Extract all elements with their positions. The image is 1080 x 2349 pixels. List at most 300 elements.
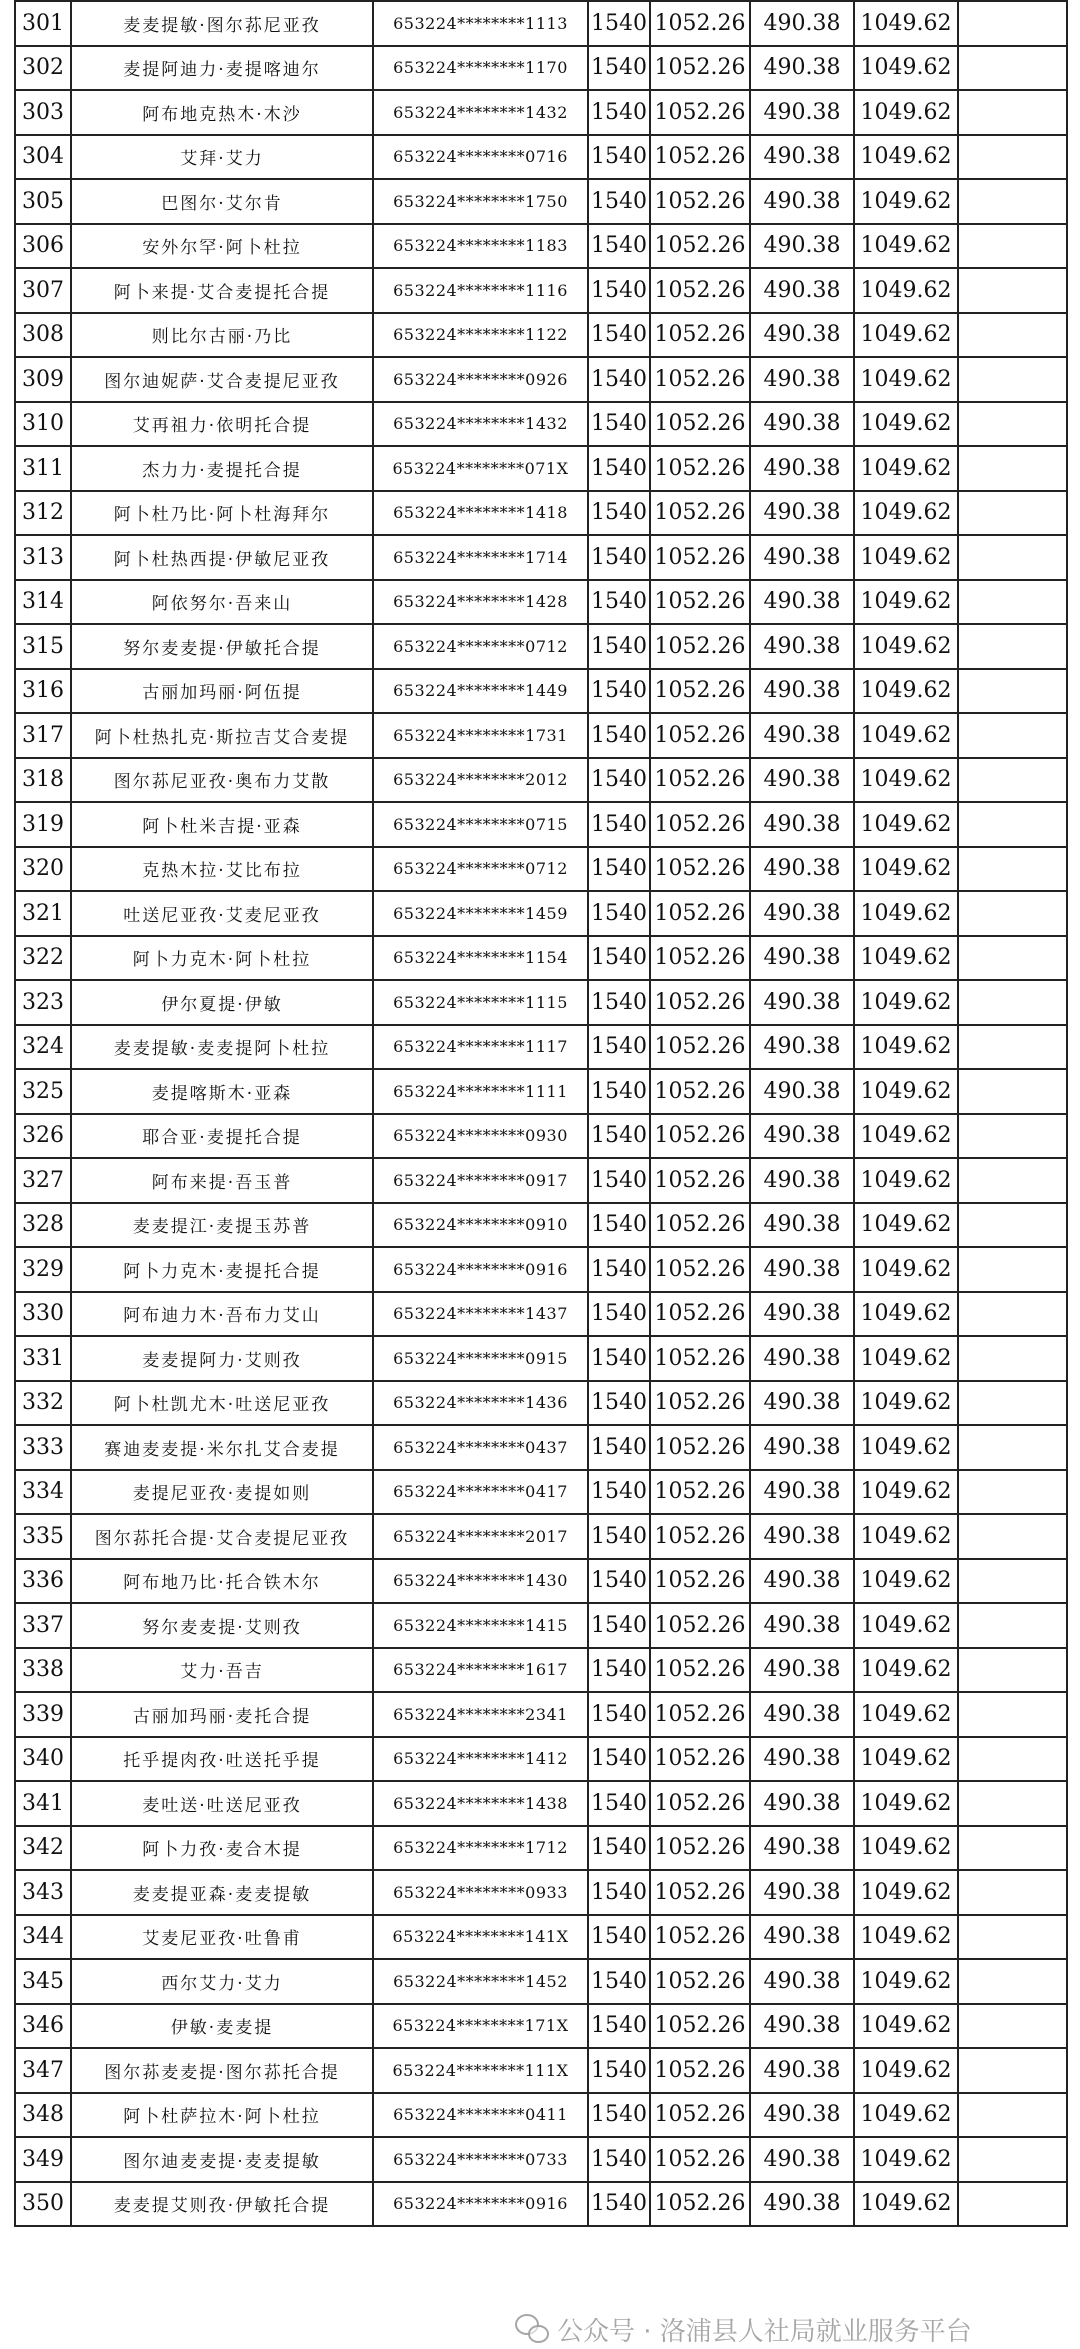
amount-cell: 1052.26: [650, 847, 750, 892]
empty-cell: [958, 535, 1067, 580]
table-row: [15, 1870, 1067, 1915]
table-row: [15, 1559, 1067, 1604]
id-number-cell: 653224********1154: [373, 936, 588, 981]
row-number-cell: 313: [15, 535, 71, 580]
table-row: [15, 1648, 1067, 1693]
row-number-cell: 311: [15, 446, 71, 491]
amount-cell: 1540: [588, 46, 650, 91]
amount-cell: 1540: [588, 179, 650, 224]
name-cell: 艾麦尼亚孜·吐鲁甫: [71, 1915, 373, 1960]
amount-cell: 490.38: [750, 1114, 854, 1159]
row-number-cell: 349: [15, 2137, 71, 2182]
amount-cell: 1540: [588, 90, 650, 135]
name-cell: 阿卜杜乃比·阿卜杜海拜尔: [71, 491, 373, 536]
amount-cell: 1049.62: [854, 1247, 958, 1292]
table-row: [15, 1514, 1067, 1559]
amount-cell: 1540: [588, 1603, 650, 1648]
amount-cell: 490.38: [750, 313, 854, 358]
name-cell: 阿卜力克木·阿卜杜拉: [71, 936, 373, 981]
empty-cell: [958, 1470, 1067, 1515]
id-number-cell: 653224********2017: [373, 1514, 588, 1559]
amount-cell: 490.38: [750, 1425, 854, 1470]
id-number-cell: 653224********0910: [373, 1203, 588, 1248]
row-number-cell: 301: [15, 1, 71, 46]
table-row: [15, 1025, 1067, 1070]
amount-cell: 1049.62: [854, 2093, 958, 2138]
id-number-cell: 653224********1436: [373, 1381, 588, 1426]
name-cell: 安外尔罕·阿卜杜拉: [71, 224, 373, 269]
amount-cell: 1049.62: [854, 357, 958, 402]
amount-cell: 1049.62: [854, 2182, 958, 2227]
row-number-cell: 307: [15, 268, 71, 313]
amount-cell: 490.38: [750, 758, 854, 803]
row-number-cell: 340: [15, 1737, 71, 1782]
table-row: [15, 135, 1067, 180]
row-number-cell: 309: [15, 357, 71, 402]
amount-cell: 1052.26: [650, 2048, 750, 2093]
amount-cell: 1049.62: [854, 46, 958, 91]
id-number-cell: 653224********1714: [373, 535, 588, 580]
row-number-cell: 335: [15, 1514, 71, 1559]
amount-cell: 490.38: [750, 446, 854, 491]
amount-cell: 1540: [588, 980, 650, 1025]
id-number-cell: 653224********0933: [373, 1870, 588, 1915]
empty-cell: [958, 1336, 1067, 1381]
name-cell: 阿卜杜凯尤木·吐送尼亚孜: [71, 1381, 373, 1426]
table-row: [15, 2004, 1067, 2049]
empty-cell: [958, 669, 1067, 714]
amount-cell: 490.38: [750, 1203, 854, 1248]
row-number-cell: 318: [15, 758, 71, 803]
amount-cell: 1052.26: [650, 758, 750, 803]
empty-cell: [958, 891, 1067, 936]
table-row: [15, 847, 1067, 892]
empty-cell: [958, 135, 1067, 180]
table-row: [15, 1470, 1067, 1515]
amount-cell: 1052.26: [650, 936, 750, 981]
row-number-cell: 327: [15, 1158, 71, 1203]
amount-cell: 1052.26: [650, 802, 750, 847]
watermark-text: 公众号 · 洛浦县人社局就业服务平台: [557, 2316, 972, 2347]
row-number-cell: 350: [15, 2182, 71, 2227]
amount-cell: 1540: [588, 1514, 650, 1559]
amount-cell: 1049.62: [854, 1158, 958, 1203]
amount-cell: 1540: [588, 1559, 650, 1604]
amount-cell: 1540: [588, 1381, 650, 1426]
amount-cell: 1540: [588, 135, 650, 180]
table-row: [15, 1247, 1067, 1292]
empty-cell: [958, 1114, 1067, 1159]
amount-cell: 1049.62: [854, 580, 958, 625]
empty-cell: [958, 402, 1067, 447]
amount-cell: 1052.26: [650, 357, 750, 402]
amount-cell: 1540: [588, 224, 650, 269]
name-cell: 吐送尼亚孜·艾麦尼亚孜: [71, 891, 373, 936]
id-number-cell: 653224********2012: [373, 758, 588, 803]
amount-cell: 1052.26: [650, 1069, 750, 1114]
table-row: [15, 1292, 1067, 1337]
amount-cell: 1049.62: [854, 1915, 958, 1960]
row-number-cell: 321: [15, 891, 71, 936]
amount-cell: 1049.62: [854, 446, 958, 491]
id-number-cell: 653224********0930: [373, 1114, 588, 1159]
empty-cell: [958, 2004, 1067, 2049]
wechat-icon: [515, 2314, 549, 2344]
id-number-cell: 653224********1170: [373, 46, 588, 91]
empty-cell: [958, 1425, 1067, 1470]
amount-cell: 1049.62: [854, 2004, 958, 2049]
id-number-cell: 653224********0917: [373, 1158, 588, 1203]
amount-cell: 1052.26: [650, 491, 750, 536]
amount-cell: 1052.26: [650, 1603, 750, 1648]
amount-cell: 490.38: [750, 2093, 854, 2138]
amount-cell: 490.38: [750, 357, 854, 402]
empty-cell: [958, 2137, 1067, 2182]
amount-cell: 1049.62: [854, 90, 958, 135]
row-number-cell: 344: [15, 1915, 71, 1960]
amount-cell: 490.38: [750, 1737, 854, 1782]
amount-cell: 1540: [588, 535, 650, 580]
name-cell: 阿依努尔·吾来山: [71, 580, 373, 625]
table-row: [15, 669, 1067, 714]
amount-cell: 1540: [588, 1915, 650, 1960]
name-cell: 麦吐送·吐送尼亚孜: [71, 1781, 373, 1826]
row-number-cell: 333: [15, 1425, 71, 1470]
amount-cell: 1540: [588, 713, 650, 758]
amount-cell: 1052.26: [650, 2093, 750, 2138]
empty-cell: [958, 847, 1067, 892]
empty-cell: [958, 2182, 1067, 2227]
name-cell: 图尔迪妮萨·艾合麦提尼亚孜: [71, 357, 373, 402]
id-number-cell: 653224********1115: [373, 980, 588, 1025]
amount-cell: 1052.26: [650, 535, 750, 580]
amount-cell: 1052.26: [650, 1203, 750, 1248]
amount-cell: 490.38: [750, 1292, 854, 1337]
name-cell: 托乎提肉孜·吐送托乎提: [71, 1737, 373, 1782]
amount-cell: 1052.26: [650, 1648, 750, 1693]
table-row: [15, 491, 1067, 536]
amount-cell: 1052.26: [650, 1692, 750, 1737]
name-cell: 艾力·吾吉: [71, 1648, 373, 1693]
id-number-cell: 653224********0437: [373, 1425, 588, 1470]
amount-cell: 1049.62: [854, 1470, 958, 1515]
id-number-cell: 653224********0712: [373, 847, 588, 892]
amount-cell: 1049.62: [854, 2048, 958, 2093]
id-number-cell: 653224********0715: [373, 802, 588, 847]
id-number-cell: 653224********1117: [373, 1025, 588, 1070]
name-cell: 西尔艾力·艾力: [71, 1959, 373, 2004]
row-number-cell: 348: [15, 2093, 71, 2138]
empty-cell: [958, 936, 1067, 981]
name-cell: 古丽加玛丽·麦托合提: [71, 1692, 373, 1737]
amount-cell: 1049.62: [854, 802, 958, 847]
amount-cell: 490.38: [750, 491, 854, 536]
amount-cell: 490.38: [750, 1603, 854, 1648]
empty-cell: [958, 1203, 1067, 1248]
id-number-cell: 653224********1432: [373, 402, 588, 447]
row-number-cell: 305: [15, 179, 71, 224]
id-number-cell: 653224********1111: [373, 1069, 588, 1114]
amount-cell: 1540: [588, 1781, 650, 1826]
amount-cell: 490.38: [750, 135, 854, 180]
table-row: [15, 580, 1067, 625]
row-number-cell: 337: [15, 1603, 71, 1648]
name-cell: 古丽加玛丽·阿伍提: [71, 669, 373, 714]
id-number-cell: 653224********1418: [373, 491, 588, 536]
row-number-cell: 316: [15, 669, 71, 714]
row-number-cell: 322: [15, 936, 71, 981]
name-cell: 阿卜力孜·麦合木提: [71, 1826, 373, 1871]
name-cell: 图尔荪托合提·艾合麦提尼亚孜: [71, 1514, 373, 1559]
table-row: [15, 1158, 1067, 1203]
amount-cell: 490.38: [750, 802, 854, 847]
amount-cell: 1540: [588, 891, 650, 936]
row-number-cell: 303: [15, 90, 71, 135]
amount-cell: 1049.62: [854, 1, 958, 46]
amount-cell: 1540: [588, 1336, 650, 1381]
empty-cell: [958, 1781, 1067, 1826]
amount-cell: 1049.62: [854, 891, 958, 936]
id-number-cell: 653224********2341: [373, 1692, 588, 1737]
table-row: [15, 1114, 1067, 1159]
amount-cell: 1052.26: [650, 1470, 750, 1515]
amount-cell: 1052.26: [650, 980, 750, 1025]
id-number-cell: 653224********0411: [373, 2093, 588, 2138]
row-number-cell: 326: [15, 1114, 71, 1159]
table-row: [15, 1069, 1067, 1114]
table-row: [15, 313, 1067, 358]
amount-cell: 1049.62: [854, 1559, 958, 1604]
amount-cell: 1540: [588, 1114, 650, 1159]
empty-cell: [958, 446, 1067, 491]
row-number-cell: 310: [15, 402, 71, 447]
amount-cell: 1052.26: [650, 669, 750, 714]
empty-cell: [958, 224, 1067, 269]
table-row: [15, 1826, 1067, 1871]
amount-cell: 1052.26: [650, 179, 750, 224]
row-number-cell: 331: [15, 1336, 71, 1381]
empty-cell: [958, 1381, 1067, 1426]
amount-cell: 490.38: [750, 90, 854, 135]
empty-cell: [958, 1870, 1067, 1915]
amount-cell: 1049.62: [854, 1292, 958, 1337]
amount-cell: 490.38: [750, 580, 854, 625]
name-cell: 伊敏·麦麦提: [71, 2004, 373, 2049]
amount-cell: 490.38: [750, 891, 854, 936]
name-cell: 克热木拉·艾比布拉: [71, 847, 373, 892]
amount-cell: 1049.62: [854, 1203, 958, 1248]
amount-cell: 1049.62: [854, 135, 958, 180]
empty-cell: [958, 491, 1067, 536]
amount-cell: 490.38: [750, 1158, 854, 1203]
row-number-cell: 306: [15, 224, 71, 269]
amount-cell: 1049.62: [854, 1425, 958, 1470]
amount-cell: 1052.26: [650, 1158, 750, 1203]
amount-cell: 490.38: [750, 1, 854, 46]
amount-cell: 490.38: [750, 224, 854, 269]
name-cell: 阿卜杜萨拉木·阿卜杜拉: [71, 2093, 373, 2138]
amount-cell: 490.38: [750, 1959, 854, 2004]
name-cell: 赛迪麦麦提·米尔扎艾合麦提: [71, 1425, 373, 1470]
empty-cell: [958, 1247, 1067, 1292]
empty-cell: [958, 1648, 1067, 1693]
id-number-cell: 653224********1452: [373, 1959, 588, 2004]
amount-cell: 1049.62: [854, 758, 958, 803]
amount-cell: 490.38: [750, 46, 854, 91]
id-number-cell: 653224********0926: [373, 357, 588, 402]
amount-cell: 1052.26: [650, 90, 750, 135]
amount-cell: 1052.26: [650, 2137, 750, 2182]
empty-cell: [958, 980, 1067, 1025]
amount-cell: 1052.26: [650, 1247, 750, 1292]
id-number-cell: 653224********1415: [373, 1603, 588, 1648]
id-number-cell: 653224********111X: [373, 2048, 588, 2093]
amount-cell: 1052.26: [650, 1959, 750, 2004]
row-number-cell: 328: [15, 1203, 71, 1248]
table-row: [15, 268, 1067, 313]
amount-cell: 490.38: [750, 2048, 854, 2093]
amount-cell: 490.38: [750, 535, 854, 580]
amount-cell: 1049.62: [854, 1603, 958, 1648]
id-number-cell: 653224********0417: [373, 1470, 588, 1515]
id-number-cell: 653224********141X: [373, 1915, 588, 1960]
table-row: [15, 224, 1067, 269]
amount-cell: 1052.26: [650, 1425, 750, 1470]
id-number-cell: 653224********0712: [373, 624, 588, 669]
row-number-cell: 308: [15, 313, 71, 358]
amount-cell: 1049.62: [854, 1870, 958, 1915]
id-number-cell: 653224********1432: [373, 90, 588, 135]
table-row: [15, 891, 1067, 936]
amount-cell: 1052.26: [650, 1114, 750, 1159]
name-cell: 努尔麦麦提·伊敏托合提: [71, 624, 373, 669]
id-number-cell: 653224********1750: [373, 179, 588, 224]
amount-cell: 1049.62: [854, 980, 958, 1025]
table-row: [15, 758, 1067, 803]
id-number-cell: 653224********071X: [373, 446, 588, 491]
id-number-cell: 653224********1712: [373, 1826, 588, 1871]
id-number-cell: 653224********1122: [373, 313, 588, 358]
amount-cell: 490.38: [750, 980, 854, 1025]
empty-cell: [958, 46, 1067, 91]
amount-cell: 1052.26: [650, 402, 750, 447]
amount-cell: 1049.62: [854, 313, 958, 358]
table-row: [15, 535, 1067, 580]
amount-cell: 1540: [588, 2004, 650, 2049]
amount-cell: 1540: [588, 1292, 650, 1337]
amount-cell: 490.38: [750, 1648, 854, 1693]
row-number-cell: 324: [15, 1025, 71, 1070]
amount-cell: 1540: [588, 1025, 650, 1070]
amount-cell: 1540: [588, 624, 650, 669]
amount-cell: 1049.62: [854, 1692, 958, 1737]
amount-cell: 1052.26: [650, 1, 750, 46]
amount-cell: 1049.62: [854, 2137, 958, 2182]
row-number-cell: 342: [15, 1826, 71, 1871]
empty-cell: [958, 580, 1067, 625]
table-row: [15, 1692, 1067, 1737]
amount-cell: 490.38: [750, 1336, 854, 1381]
empty-cell: [958, 713, 1067, 758]
id-number-cell: 653224********1731: [373, 713, 588, 758]
amount-cell: 1540: [588, 357, 650, 402]
amount-cell: 1540: [588, 1158, 650, 1203]
row-number-cell: 338: [15, 1648, 71, 1693]
empty-cell: [958, 758, 1067, 803]
amount-cell: 1049.62: [854, 1069, 958, 1114]
amount-cell: 1540: [588, 758, 650, 803]
name-cell: 阿布迪力木·吾布力艾山: [71, 1292, 373, 1337]
name-cell: 阿卜杜热西提·伊敏尼亚孜: [71, 535, 373, 580]
row-number-cell: 330: [15, 1292, 71, 1337]
amount-cell: 1052.26: [650, 135, 750, 180]
id-number-cell: 653224********1459: [373, 891, 588, 936]
amount-cell: 1052.26: [650, 1025, 750, 1070]
amount-cell: 1540: [588, 268, 650, 313]
amount-cell: 1540: [588, 936, 650, 981]
amount-cell: 1052.26: [650, 1381, 750, 1426]
row-number-cell: 334: [15, 1470, 71, 1515]
row-number-cell: 319: [15, 802, 71, 847]
amount-cell: 490.38: [750, 1826, 854, 1871]
amount-cell: 1540: [588, 1959, 650, 2004]
name-cell: 麦提尼亚孜·麦提如则: [71, 1470, 373, 1515]
row-number-cell: 315: [15, 624, 71, 669]
amount-cell: 490.38: [750, 2182, 854, 2227]
amount-cell: 1540: [588, 1425, 650, 1470]
amount-cell: 1052.26: [650, 1781, 750, 1826]
amount-cell: 1049.62: [854, 1514, 958, 1559]
amount-cell: 1052.26: [650, 446, 750, 491]
table-row: [15, 980, 1067, 1025]
empty-cell: [958, 1737, 1067, 1782]
amount-cell: 1540: [588, 1470, 650, 1515]
table-row: [15, 446, 1067, 491]
name-cell: 麦提喀斯木·亚森: [71, 1069, 373, 1114]
amount-cell: 1052.26: [650, 1826, 750, 1871]
name-cell: 阿卜杜米吉提·亚森: [71, 802, 373, 847]
row-number-cell: 346: [15, 2004, 71, 2049]
row-number-cell: 339: [15, 1692, 71, 1737]
amount-cell: 490.38: [750, 1470, 854, 1515]
name-cell: 麦麦提敏·麦麦提阿卜杜拉: [71, 1025, 373, 1070]
amount-cell: 1052.26: [650, 580, 750, 625]
amount-cell: 1049.62: [854, 179, 958, 224]
table-row: [15, 1781, 1067, 1826]
row-number-cell: 325: [15, 1069, 71, 1114]
amount-cell: 490.38: [750, 1025, 854, 1070]
empty-cell: [958, 624, 1067, 669]
table-row: [15, 1737, 1067, 1782]
amount-cell: 1540: [588, 446, 650, 491]
name-cell: 麦麦提艾则孜·伊敏托合提: [71, 2182, 373, 2227]
name-cell: 阿卜力克木·麦提托合提: [71, 1247, 373, 1292]
row-number-cell: 304: [15, 135, 71, 180]
amount-cell: 1052.26: [650, 1514, 750, 1559]
id-number-cell: 653224********0916: [373, 2182, 588, 2227]
empty-cell: [958, 268, 1067, 313]
row-number-cell: 329: [15, 1247, 71, 1292]
name-cell: 则比尔古丽·乃比: [71, 313, 373, 358]
amount-cell: 1540: [588, 1648, 650, 1693]
amount-cell: 1540: [588, 1826, 650, 1871]
row-number-cell: 317: [15, 713, 71, 758]
amount-cell: 1049.62: [854, 1025, 958, 1070]
amount-cell: 490.38: [750, 1559, 854, 1604]
table-row: [15, 90, 1067, 135]
amount-cell: 1540: [588, 491, 650, 536]
row-number-cell: 320: [15, 847, 71, 892]
